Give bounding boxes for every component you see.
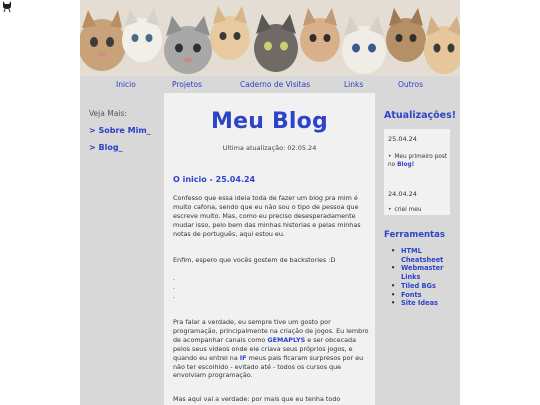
nav-link-links[interactable]: Links [344, 80, 364, 89]
right-sidebar [375, 93, 460, 405]
top-navbar [80, 76, 460, 93]
post-paragraph-1: Confesso que essa ideia toda de fazer um blog pra mim é muito cafona, sendo que eu não sou o tipo de pessoa que escreve muito. Mas, como eu preciso desesperadamente mudar isso, pelo bem das minhas historias e pelas minhas notas de português, aqui estou eu. [173, 194, 361, 238]
post-paragraph-2: Enfim, espero que vocês gostem de backstories :D [173, 256, 336, 264]
tools-heading: Ferramentas [384, 230, 445, 240]
text-span: Pra falar a verdade, eu sempre tive um gosto por programação, principalmente na criação de jogos. Eu lembro de acompanhar canais como [173, 318, 369, 344]
update-text: Meu primeiro post no [388, 154, 448, 168]
sidebar-link-sobre-mim[interactable]: > Sobre Mim_ [89, 126, 151, 135]
update-date: 24.04.24 [388, 190, 417, 198]
tool-link-webmaster-links[interactable]: • Webmaster Links [389, 264, 457, 281]
main-content [164, 93, 375, 405]
nav-link-outros[interactable]: Outros [398, 80, 424, 89]
tool-link-tiled-bgs[interactable]: • Tiled BGs [389, 282, 457, 291]
last-updated-text: Ultima atualização: 02.05.24 [222, 144, 317, 152]
update-blog-link[interactable]: Blog! [397, 162, 415, 168]
tools-list [389, 247, 457, 308]
dot-line: . [173, 274, 176, 282]
updates-box[interactable] [384, 129, 450, 215]
dot-line: . [173, 282, 176, 291]
text-span: meus pais ficaram surpresos por eu não ter escolhido - evitado até - todos os cursos que envolviam programação. [173, 353, 364, 380]
sidebar-link-blog[interactable]: > Blog_ [89, 143, 123, 152]
gemaplys-link[interactable]: GEMAPLYS [267, 335, 306, 344]
update-text: criei meu [394, 207, 422, 213]
post-paragraph-3 [173, 318, 369, 380]
left-sidebar [80, 93, 164, 405]
if-link[interactable]: IF [239, 353, 247, 362]
updates-heading: Atualizações! [384, 110, 457, 121]
tool-link-html-cheatsheet[interactable]: • HTML Cheatsheet [389, 247, 457, 264]
text-span: e ser obcecada pelos seus videos onde ele criava seus próprios jogos, e quando eu entrei na [173, 335, 356, 362]
tool-link-fonts[interactable]: • Fonts [389, 291, 457, 300]
page-title: Meu Blog [211, 109, 328, 134]
kittens-banner-image [80, 0, 460, 76]
nav-link-inicio[interactable]: Inicio [116, 80, 136, 89]
nav-link-projetos[interactable]: Projetos [172, 80, 203, 89]
update-entry: • Meu primeiro post no Blog! [388, 154, 448, 168]
post-dots [173, 274, 369, 301]
post-paragraph-4: Mas aqui vai a verdade: por mais que eu tenha todo [173, 395, 341, 403]
post-title: O inicio - 25.04.24 [173, 175, 256, 184]
cat-icon [2, 0, 12, 15]
dot-line: . [173, 291, 176, 300]
update-entry: • criei meu [388, 207, 422, 213]
nav-link-caderno-de-visitas[interactable]: Caderno de Visitas [240, 80, 311, 89]
sidebar-title: Veja Mais: [89, 109, 127, 118]
update-date: 25.04.24 [388, 135, 417, 143]
tool-link-site-ideas[interactable]: • Site Ideas [389, 299, 457, 308]
